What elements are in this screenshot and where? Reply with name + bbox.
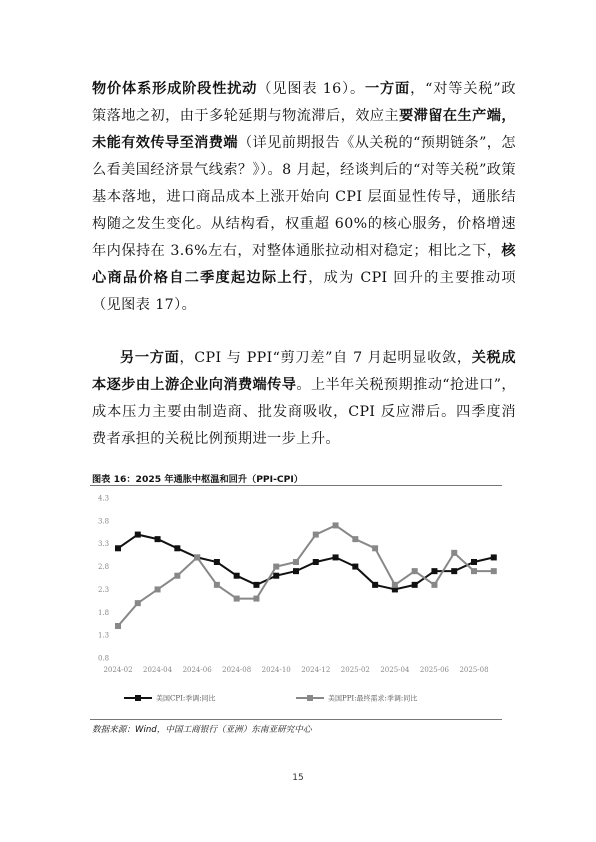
data-point: [372, 582, 378, 588]
y-tick-label: 1.3: [98, 631, 110, 640]
legend-label: 美国CPI:季调:同比: [156, 694, 216, 703]
data-point: [491, 568, 497, 574]
bold-phrase: 核心商品价格自二季度起边际上行: [92, 243, 516, 286]
x-tick-label: 2024-04: [143, 666, 173, 674]
legend-swatch-marker: [135, 695, 141, 701]
bold-phrase: 一方面: [365, 81, 411, 97]
data-point: [392, 582, 398, 588]
paragraph-1: [92, 76, 516, 319]
data-point: [431, 568, 437, 574]
data-point: [214, 559, 220, 565]
text-run: ，CPI 与 PPI“剪刀差”自 7 月起明显收敛，: [179, 350, 472, 366]
paragraph-2: [92, 345, 516, 453]
data-point: [372, 545, 378, 551]
bold-phrase: 要滞留在生产端，未能有效传导至消费端: [92, 108, 517, 151]
data-point: [293, 568, 299, 574]
bold-phrase: 另一方面: [120, 350, 180, 366]
y-tick-label: 3.8: [98, 517, 110, 526]
data-point: [214, 582, 220, 588]
text-run: （详见前期报告《从关税的“预期链条”，怎么看美国经济景气线索？》）。8 月起，经谈判后的“对等关税”政策基本落地，进口商品成本上涨开始向 CPI 层面显性传导，通胀结构随之发生变化。从结构看，权重超 60%的核心服务，价格增速年内保持在 3.6%左右，对整体通胀拉动相对稳定；相比之下，: [92, 135, 516, 259]
text-run: （见图表 16）。: [257, 81, 365, 97]
x-tick-label: 2025-04: [380, 666, 410, 674]
data-point: [155, 536, 161, 542]
x-tick-label: 2025-02: [340, 666, 370, 674]
data-point: [253, 582, 259, 588]
data-point: [451, 568, 457, 574]
data-point: [333, 522, 339, 528]
data-point: [135, 532, 141, 538]
data-point: [155, 586, 161, 592]
bold-phrase: 物价体系形成阶段性扰动: [92, 81, 258, 97]
page-number: 15: [292, 773, 304, 783]
data-point: [115, 545, 121, 551]
data-point: [333, 554, 339, 560]
data-point: [234, 573, 240, 579]
x-tick-label: 2024-08: [222, 666, 252, 674]
data-point: [313, 559, 319, 565]
x-tick-label: 2025-08: [459, 666, 489, 674]
figure-top-rule: [90, 485, 502, 486]
x-tick-label: 2024-10: [261, 666, 291, 674]
y-tick-label: 4.3: [98, 494, 110, 503]
x-tick-label: 2024-06: [182, 666, 212, 674]
y-tick-label: 0.8: [98, 654, 110, 663]
data-point: [135, 600, 141, 606]
data-point: [352, 564, 358, 570]
data-point: [293, 559, 299, 565]
data-point: [412, 582, 418, 588]
x-tick-label: 2024-02: [103, 666, 133, 674]
y-tick-label: 2.3: [98, 585, 110, 594]
data-point: [471, 559, 477, 565]
figure-title: 图表 16：2025 年通胀中枢温和回升（PPI-CPI）: [92, 474, 303, 485]
data-point: [451, 550, 457, 556]
data-point: [234, 596, 240, 602]
data-point: [313, 532, 319, 538]
data-source-note: 数据来源：Wind，中国工商银行（亚洲）东南亚研究中心: [92, 725, 312, 735]
x-tick-label: 2024-12: [301, 666, 331, 674]
data-point: [431, 582, 437, 588]
text-run: ，“对等关税”政策落地之初，由于多轮延期与物流滞后，效应主: [92, 81, 516, 124]
y-tick-label: 1.8: [98, 608, 110, 617]
x-tick-label: 2025-06: [419, 666, 449, 674]
data-point: [174, 545, 180, 551]
text-run: ，成为 CPI 回升的主要推动项（见图表 17）。: [92, 270, 516, 313]
text-run: 。上半年关税预期推动“抢进口”，成本压力主要由制造商、批发商吸收，CPI 反应滞后。四季度消费者承担的关税比例预期进一步上升。: [92, 377, 516, 447]
bold-phrase: 关税成本逐步由上游企业向消费端传导: [92, 350, 516, 393]
data-point: [253, 596, 259, 602]
data-point: [352, 536, 358, 542]
y-tick-label: 3.3: [98, 540, 110, 549]
data-point: [412, 568, 418, 574]
line-chart: [90, 488, 506, 720]
data-point: [471, 568, 477, 574]
data-point: [174, 573, 180, 579]
data-point: [491, 554, 497, 560]
legend-swatch-marker: [307, 695, 313, 701]
data-point: [273, 564, 279, 570]
data-point: [115, 623, 121, 629]
y-tick-label: 2.8: [98, 563, 110, 572]
legend-label: 美国PPI:最终需求:季调:同比: [328, 694, 418, 703]
data-point: [194, 554, 200, 560]
figure-bottom-rule: [90, 719, 502, 720]
data-point: [273, 573, 279, 579]
